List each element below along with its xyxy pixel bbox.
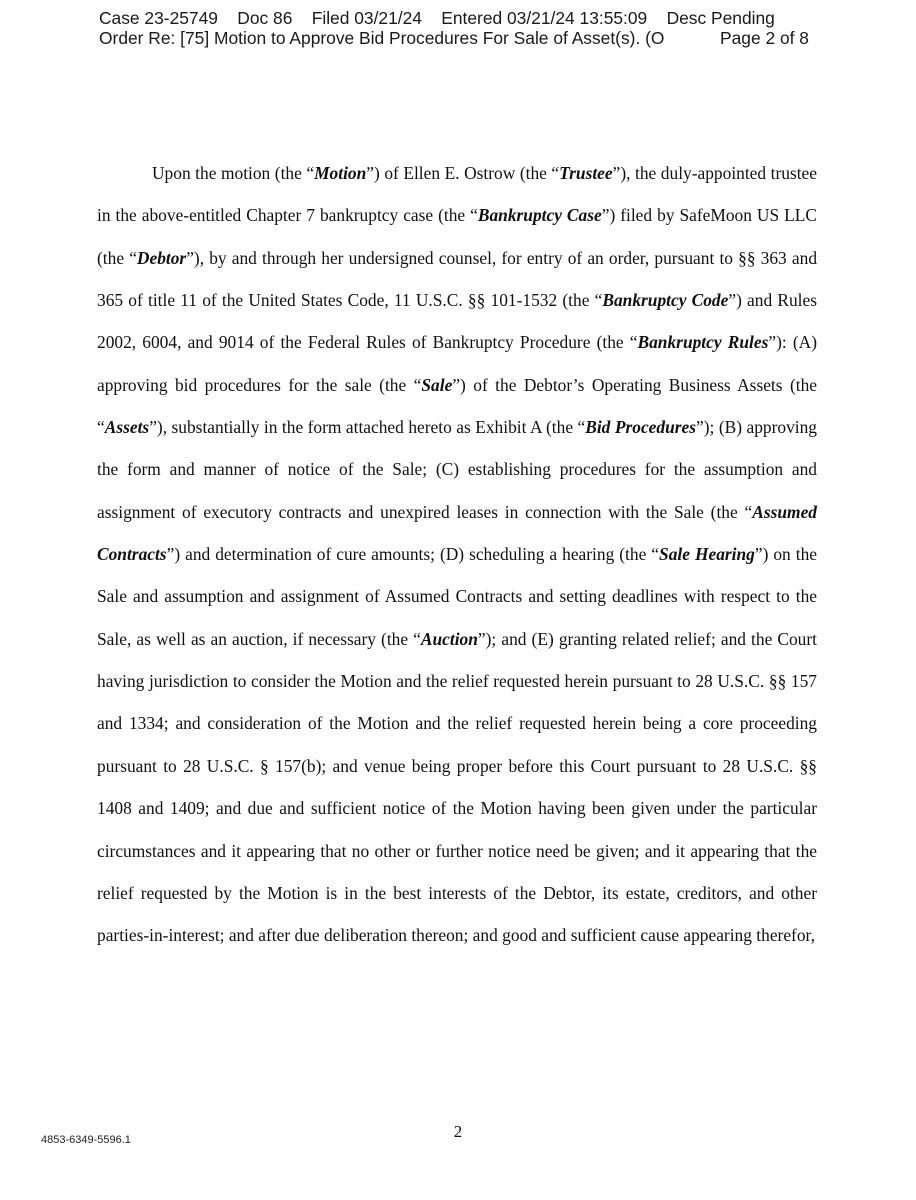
entered-date: Entered 03/21/24 13:55:09	[441, 8, 648, 28]
text-run: ”); and (E) granting related relief; and the Court having jurisdiction to consider the Motion and the relief requested herein pursuant to 28 U.S.C. §§ 157 and 1334; and consideration of the Motion and the relief requested herein being a core proceeding pursuant to 28 U.S.C. § 157(b); and venue being proper before this Court pursuant to 28 U.S.C. §§ 1408 and 1409; and due and sufficient notice of the Motion having been given under the particular circumstances and it appearing that no other or further notice need be given; and it appearing that the relief requested by the Motion is in the best interests of the Debtor, its estate, creditors, and other parties-in-interest; and after due deliberation thereon; and good and sufficient cause appearing therefor,	[97, 628, 817, 946]
filed-date: Filed 03/21/24	[311, 8, 422, 28]
text-run: ”), by and through her undersigned counsel, for entry of an order, pursuant to §§ 363 and 365 of title 11 of the United States Code, 11 U.S.C. §§ 101-1532 (the “	[97, 247, 818, 311]
doc-number: Doc 86	[237, 8, 293, 28]
case-number: Case 23-25749	[99, 8, 218, 28]
page-count: Page 2 of 8	[720, 28, 809, 48]
description-status: Desc Pending	[666, 8, 775, 28]
defined-term-sale: Sale	[421, 374, 453, 395]
defined-term-bankruptcy-case: Bankruptcy Case	[477, 205, 602, 226]
order-title: Order Re: [75] Motion to Approve Bid Procedures For Sale of Asset(s). (O	[99, 28, 665, 48]
ecf-header-line-1	[99, 8, 775, 28]
text-run: ”) and Rules 2002, 6004, and 9014 of the Federal Rules of Bankruptcy Procedure (the “	[97, 290, 817, 353]
order-recital-paragraph	[97, 152, 817, 957]
document-id: 4853-6349-5596.1	[41, 1134, 131, 1146]
defined-term-assets: Assets	[104, 417, 150, 438]
text-run: ”) filed by SafeMoon US LLC (the “	[97, 205, 817, 268]
defined-term-debtor: Debtor	[136, 247, 187, 268]
defined-term-bankruptcy-code: Bankruptcy Code	[602, 290, 729, 311]
defined-term-sale-hearing: Sale Hearing	[659, 544, 755, 565]
text-run: ”), substantially in the form attached hereto as Exhibit A (the “	[149, 417, 586, 438]
defined-term-bankruptcy-rules: Bankruptcy Rules	[637, 332, 769, 353]
ecf-header-line-2	[99, 28, 664, 48]
text-run: ”): (A) approving bid procedures for the sale (the “	[97, 332, 817, 395]
text-run: ”), the duly-appointed trustee in the above-entitled Chapter 7 bankruptcy case (the “	[97, 163, 817, 226]
text-run: ”) and determination of cure amounts; (D) scheduling a hearing (the “	[166, 544, 660, 565]
text-run: ”) of Ellen E. Ostrow (the “	[366, 163, 560, 183]
text-run: ”) on the Sale and assumption and assignment of Assumed Contracts and setting deadlines with respect to the Sale, as well as an auction, if necessary (the “	[97, 544, 817, 649]
defined-term-trustee: Trustee	[559, 163, 613, 183]
text-run: ”); (B) approving the form and manner of notice of the Sale; (C) establishing procedures for the assumption and assignment of executory contracts and unexpired leases in connection with the Sale (the “	[97, 417, 817, 522]
text-run: ”) of the Debtor’s Operating Business Assets (the “	[97, 374, 817, 438]
text-run: Upon the motion (the “	[152, 163, 315, 183]
defined-term-auction: Auction	[420, 628, 478, 649]
defined-term-assumed-contracts: Assumed Contracts	[97, 501, 817, 565]
page-number: 2	[453, 1122, 463, 1141]
defined-term-bid-procedures: Bid Procedures	[585, 417, 696, 438]
defined-term-motion: Motion	[314, 163, 367, 183]
